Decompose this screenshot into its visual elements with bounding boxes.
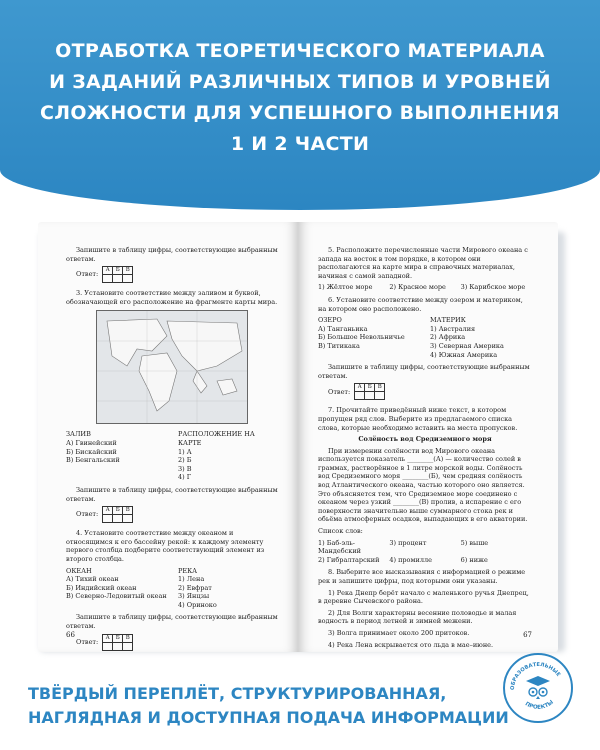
list-item: 2) Евфрат [178, 583, 212, 592]
text-body: При измерении солёности вод Мирового океана используется показатель ________(А) — количество солей в граммах, растворённое в 1 литре морской воды. Солёность вод Средиземного моря ________(Б), чем средняя солёность вод Атлантического океана, частью которого оно является. Это объясняется тем, что Средиземное море соединено с океаном через узкий ________(В) пролив, а испарение с его поверхности значительно выше суммарного стока рек и обьёма атмосферных осадков, выпадающих в его акватории. [318, 446, 528, 524]
headline-line: ОТРАБОТКА ТЕОРЕТИЧЕСКОГО МАТЕРИАЛА [55, 40, 545, 62]
graduate-owl-icon [502, 652, 574, 724]
task-6: 6. Установите соответствие между озером и материком, на котором оно расположено. [318, 295, 523, 313]
text-title: Солёность вод Средиземного моря [358, 435, 492, 444]
instruction-text: Запишите в таблицу цифры, соответствующие выбранным ответам. [66, 613, 278, 631]
page-number: 67 [523, 631, 532, 640]
list-item: А) Тихий океан [66, 575, 119, 584]
answer-box [76, 506, 280, 523]
instruction-text: Запишите в таблицу цифры, соответствующие выбранным ответам. [66, 485, 278, 503]
option-item: 2) Красное море [389, 283, 446, 292]
task-4: 4. Установите соответствие между океаном и относящимся к его бассейну рекой: к каждому элементу первого столбца подберите соответствующий элемент из второго столбца. [66, 529, 265, 563]
headline-line: И ЗАДАНИЙ РАЗЛИЧНЫХ ТИПОВ И УРОВНЕЙ [49, 71, 551, 93]
list-item: 3) В [178, 464, 192, 473]
word-item: 3) процент [389, 538, 427, 547]
list-item: 4) Г [178, 473, 192, 482]
list-item: 4) Южная Америка [430, 350, 498, 359]
list-item: 1) А [178, 447, 192, 456]
answer-table [354, 383, 385, 400]
answer-table [102, 506, 133, 523]
answer-letter: А [103, 634, 113, 642]
word-item: 2) Гибралтарский [318, 555, 380, 564]
answer-letter: Б [113, 634, 123, 642]
instruction-text: Запишите в таблицу цифры, соответствующие выбранным ответам. [318, 363, 530, 380]
answer-label: Ответ: [76, 270, 99, 279]
list-item: Б) Большое Невольничье [318, 333, 405, 342]
list-item: В) Бенгальский [66, 456, 120, 465]
headline [20, 36, 580, 160]
column-heading: ЗАЛИВ [66, 430, 91, 439]
column-heading: ОКЕАН [66, 566, 92, 575]
answer-box [76, 634, 280, 651]
answer-letter: В [123, 267, 133, 275]
list-item: А) Танганьика [318, 324, 368, 333]
answer-letter: А [103, 267, 113, 275]
instruction-text: Запишите в таблицу цифры, соответствующие выбранным ответам. [66, 246, 278, 263]
column-heading: РАСПОЛОЖЕНИЕ НА КАРТЕ [178, 430, 255, 447]
answer-table [102, 266, 133, 283]
answer-letter: Б [113, 507, 123, 515]
headline-line: СЛОЖНОСТИ ДЛЯ УСПЕШНОГО ВЫПОЛНЕНИЯ [40, 102, 560, 124]
list-item: Б) Индийский океан [66, 583, 137, 592]
matching-columns [66, 430, 280, 482]
map-illustration [97, 311, 247, 423]
answer-letter: Б [365, 384, 375, 392]
footer-line: НАГЛЯДНАЯ И ДОСТУПНАЯ ПОДАЧА ИНФОРМАЦИИ [28, 708, 509, 727]
list-item: 1) Лена [178, 575, 205, 584]
answer-box [76, 266, 280, 283]
option-item: 3) Карибское море [460, 283, 526, 292]
list-item: 1) Река Днепр берёт начало с маленького ручья Днепрец, в деревне Сычевского района. [318, 588, 529, 606]
task-3: 3. Установите соответствие между заливом и буквой, обозначающей его расположение на фрагменте карты мира. [66, 289, 278, 306]
answer-letter: В [123, 634, 133, 642]
list-item: 1) Австралия [430, 324, 476, 333]
task-5: 5. Расположите перечисленные части Мирового океана с запада на восток в том порядке, в котором они располагаются на карте мира в справочных материалах, начиная с самой западной. [318, 246, 528, 280]
word-item: 6) ниже [460, 555, 488, 564]
word-item: 1) Баб-эль-Мандебский [318, 538, 361, 556]
answer-letter: В [123, 507, 133, 515]
footer-line: ТВЁРДЫЙ ПЕРЕПЛЁТ, СТРУКТУРИРОВАННАЯ, [28, 684, 447, 703]
list-item: 2) Для Волги характерны весенние половодье и малая водность в период летней и зимней межени. [318, 608, 517, 626]
answer-table [102, 634, 133, 651]
list-item: 3) Волга принимает около 200 притоков. [328, 628, 470, 637]
answer-letter: Б [113, 267, 123, 275]
word-item: 5) выше [460, 538, 489, 547]
answer-letter: А [103, 507, 113, 515]
world-map-fragment [96, 310, 248, 424]
list-item: А) Гвинейский [66, 438, 117, 447]
matching-columns [66, 567, 280, 610]
words-row [318, 539, 532, 556]
words-label: Список слов: [318, 527, 363, 536]
list-item: 4) Река Лена вскрывается ото льда в мае–июне. [328, 640, 494, 649]
word-item: 4) промилле [389, 555, 432, 564]
answer-letter: А [355, 384, 365, 392]
answer-label: Ответ: [76, 510, 99, 519]
list-item: 2) Африка [430, 333, 466, 342]
words-row [318, 556, 532, 565]
list-item: Б) Бискайский [66, 447, 117, 456]
list-item: В) Северно-Ледовитый океан [66, 592, 167, 601]
column-heading: РЕКА [178, 566, 198, 575]
footer-text [28, 682, 509, 730]
book-page-left [38, 222, 298, 652]
answer-letter: В [375, 384, 385, 392]
svg-text:ОБРАЗОВАТЕЛЬНЫЕ: ОБРАЗОВАТЕЛЬНЫЕ [509, 661, 562, 691]
page-number: 66 [66, 631, 75, 640]
headline-line: 1 И 2 ЧАСТИ [230, 133, 370, 155]
svg-text:ПРОЕКТЫ: ПРОЕКТЫ [523, 699, 555, 711]
option-item: 1) Жёлтое море [318, 283, 373, 292]
answer-box [328, 383, 532, 400]
answer-label: Ответ: [76, 637, 99, 646]
book-page-right [298, 222, 558, 652]
answer-label: Ответ: [328, 387, 351, 396]
list-item: 3) Северная Америка [430, 341, 504, 350]
list-item: 2) Б [178, 456, 192, 465]
task-7: 7. Прочитайте приведённый ниже текст, в котором пропущен ряд слов. Выберите из предлагаемого списка слова, которые необходимо вставить на места пропусков. [318, 406, 518, 432]
list-item: 3) Янцзы [178, 592, 210, 601]
column-heading: ОЗЕРО [318, 316, 342, 325]
matching-columns [318, 316, 532, 359]
publisher-logo [502, 652, 574, 724]
task-8: 8. Выберите все высказывания с информацией о режиме рек и запишите цифры, под которыми они указаны. [318, 568, 526, 585]
list-item: 4) Ориноко [178, 600, 217, 609]
column-heading: МАТЕРИК [430, 316, 466, 325]
list-item: В) Титикака [318, 341, 360, 350]
options-row [318, 283, 532, 292]
